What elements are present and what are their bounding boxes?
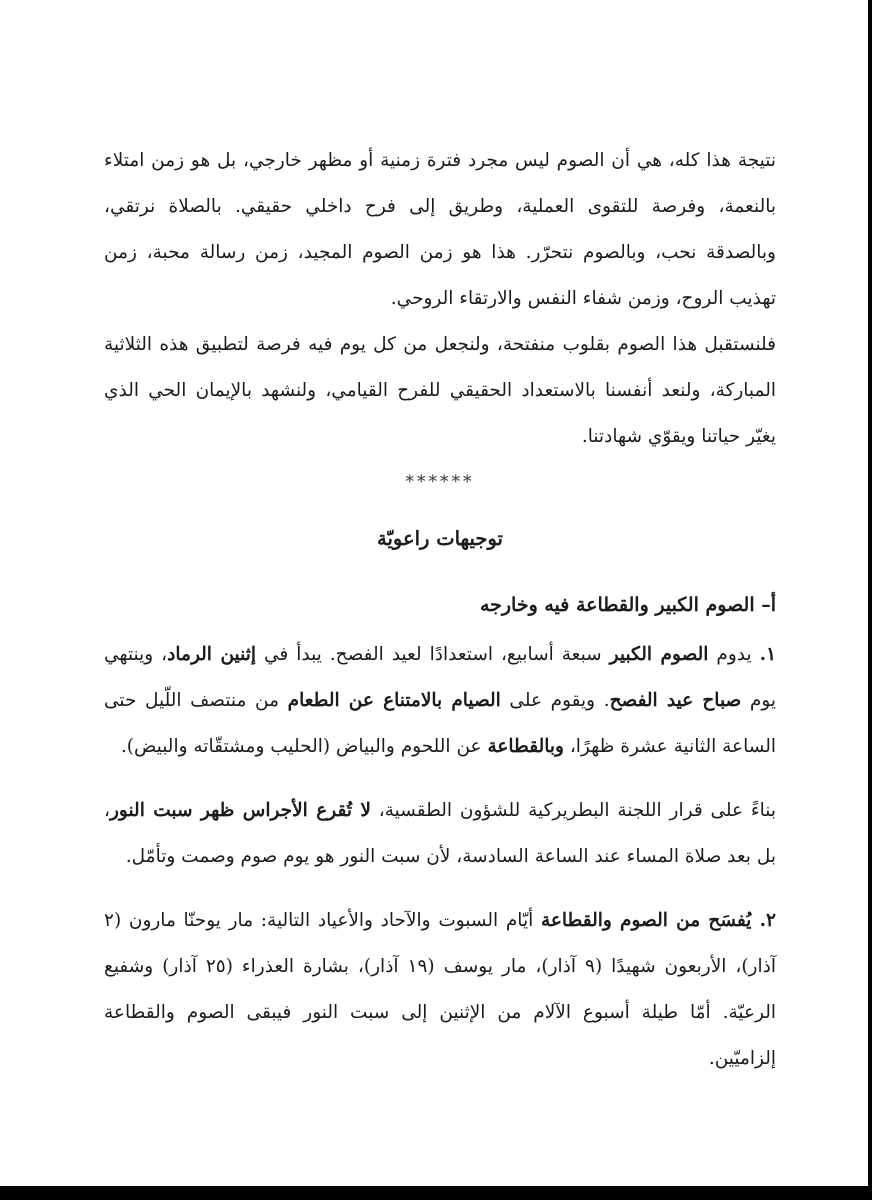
subsection-title: أ– الصوم الكبير والقطاعة فيه وخارجه <box>479 594 776 616</box>
item-text: . ويقوم على <box>500 690 610 711</box>
item-text: من منتصف اللّيل حتى الساعة الثانية عشرة ظهرًا، <box>104 690 776 757</box>
item-bold-text: يُفسَح من الصوم والقطاعة <box>540 910 760 931</box>
item-bold-text: الصيام بالامتناع عن الطعام <box>287 690 501 711</box>
item-bold-text: وبالقطاعة <box>487 736 564 757</box>
intro-paragraph-1: نتيجة هذا كله، هي أن الصوم ليس مجرد فترة زمنية أو مظهر خارجي، بل هو زمن امتلاء بالنعمة، وفرصة للتقوى العملية، وطريق إلى فرح داخلي حقيقي. بالصلاة نرتقي، وبالصدقة نحب، وبالصوم نتحرّر. هذا هو زمن الصوم المجيد، زمن رسالة محبة، زمن تهذيب الروح، وزمن شفاء النفس والارتقاء الروحي. <box>104 150 776 309</box>
list-item-1 <box>104 632 776 770</box>
item-bold-text: إثنين الرماد <box>167 644 256 665</box>
list-item-2 <box>104 898 776 1082</box>
item-bold-text: الصوم الكبير <box>609 644 709 665</box>
bottom-border <box>0 1186 872 1200</box>
item-text: عن اللحوم والبياض (الحليب ومشتقّاته والبيض). <box>120 736 488 757</box>
item-bold-text: صباح عيد الفصح <box>609 690 742 711</box>
item-number: ١. <box>759 644 777 665</box>
item-number: ٢. <box>759 910 776 931</box>
item-text: أيّام السبوت والآحاد والأعياد التالية: مار يوحنّا مارون (٢ آذار)، الأربعون شهيدًا (٩ آذار)، مار يوسف (١٩ آذار)، بشارة العذراء (٢٥ آذار) وشفيع الرعيّة. أمّا طيلة أسبوع الآلام من الإثنين إلى سبت النور فيبقى الصوم والقطاعة إلزاميّين. <box>104 910 777 1069</box>
note-text: ، بل بعد صلاة المساء عند الساعة السادسة، لأن سبت النور هو يوم صوم وصمت وتأمّل. <box>104 800 776 867</box>
item-text: سبعة أسابيع، استعدادًا لعيد الفصح. يبدأ في <box>256 644 610 665</box>
note-paragraph <box>104 788 776 880</box>
item-text: ، وينتهي يوم <box>104 644 777 711</box>
item-text: يدوم <box>708 644 760 665</box>
note-bold-text: لا تُقرع الأجراس ظهر سبت النور <box>109 800 371 821</box>
document-body <box>104 138 776 1082</box>
intro-paragraph-2: فلنستقبل هذا الصوم بقلوب منفتحة، ولنجعل من كل يوم فيه فرصة لتطبيق هذه الثلاثية المباركة، ولنعد أنفسنا بالاستعداد الحقيقي للفرح القيامي، ولنشهد بالإيمان الحي الذي يغيّر حياتنا ويقوّي شهادتنا. <box>104 334 776 447</box>
section-title: توجيهات راعويّة <box>377 527 503 550</box>
section-separator: ****** <box>405 472 475 492</box>
note-text: بناءً على قرار اللجنة البطريركية للشؤون الطقسية، <box>370 800 777 821</box>
